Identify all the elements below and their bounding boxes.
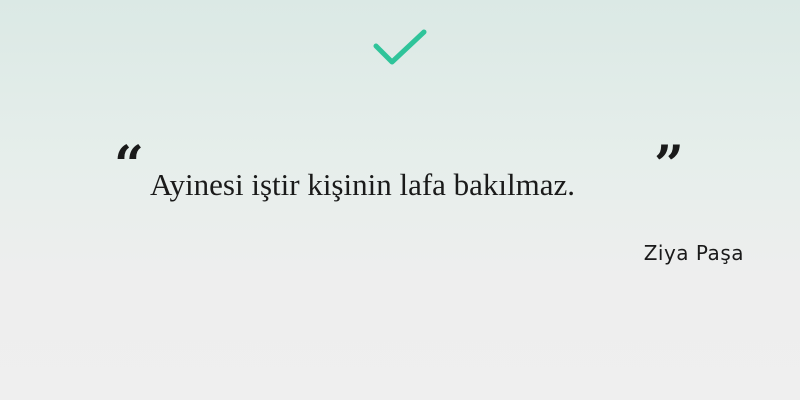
quote-text: Ayinesi iştir kişinin lafa bakılmaz. xyxy=(150,167,576,202)
check-icon xyxy=(372,28,428,70)
close-quote-mark: ” xyxy=(654,135,684,196)
open-quote-mark: “ xyxy=(114,135,144,196)
quote-author: Ziya Paşa xyxy=(643,241,744,265)
